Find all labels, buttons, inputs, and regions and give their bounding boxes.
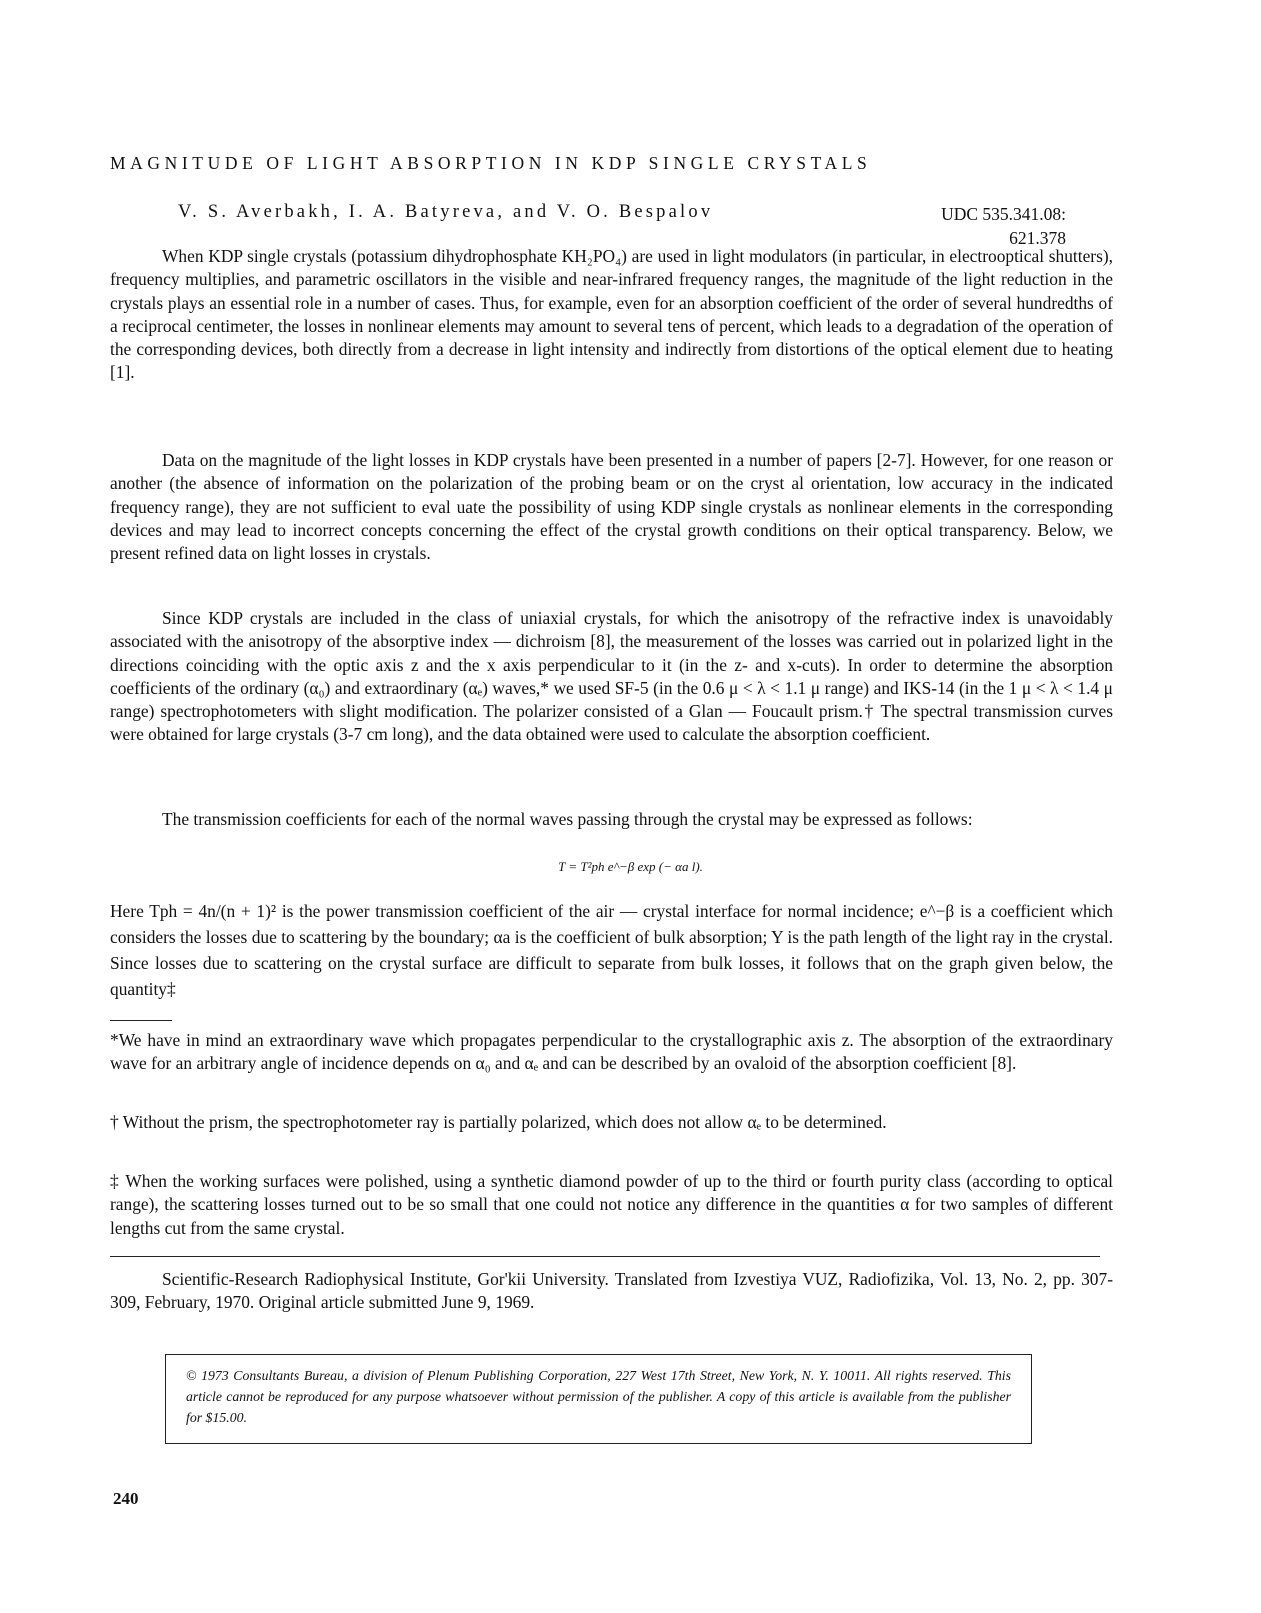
affiliation-note: Scientific-Research Radiophysical Institute, Gor'kii University. Translated from Izvestiya VUZ, Radiofizika, Vol. 13, No. 2, pp. 307-309, February, 1970. Original article submitted June 9, 1969.: [110, 1269, 1113, 1313]
body-paragraph-4: The transmission coefficients for each of the normal waves passing through the crystal may be expressed as follows:: [162, 809, 973, 829]
udc-code: [866, 202, 1066, 250]
body-paragraph-5: Here Tph = 4n/(n + 1)² is the power transmission coefficient of the air — crystal interface for normal incidence; e^−β is a coefficient which considers the losses due to scattering by the boundary; αa is the coefficient of bulk absorption; Y is the path length of the light ray in the crystal. Since losses due to scattering on the crystal surface are difficult to separate from bulk losses, it follows that on the graph given below, the quantity‡: [110, 901, 1113, 999]
section-separator: [110, 1256, 1100, 1257]
transmission-formula: T = T²ph e^−β exp (− αa l).: [558, 859, 703, 874]
footnote-rule: [110, 1020, 172, 1021]
body-paragraph-3: Since KDP crystals are included in the class of uniaxial crystals, for which the anisotropy of the refractive index is unavoidably associated with the anisotropy of the absorptive index — dichroism [8], the measurement of the losses was carried out in polarized light in the directions coinciding with the optic axis z and the x axis perpendicular to it (in the z- and x-cuts). In order to determine the absorption coefficients of the ordinary (α₀) and extraordinary (αₑ) waves,* we used SF-5 (in the 0.6 μ < λ < 1.1 μ range) and IKS-14 (in the 1 μ < λ < 1.4 μ range) spectrophotometers with slight modification. The polarizer consisted of a Glan — Foucault prism.† The spectral transmission curves were obtained for large crystals (3-7 cm long), and the data obtained were used to calculate the absorption coefficient.: [110, 608, 1113, 745]
body-paragraph-1: When KDP single crystals (potassium dihydrophosphate KH₂PO₄) are used in light modulators (in particular, in electrooptical shutters), frequency multiplies, and parametric oscillators in the visible and near-infrared frequency ranges, the magnitude of the light reduction in the crystals plays an essential role in a number of cases. Thus, for example, even for an absorption coefficient of the order of several hundredths of a reciprocal centimeter, the losses in nonlinear elements may amount to several tens of percent, which leads to a degradation of the operation of the corresponding devices, both directly from a decrease in light intensity and indirectly from distortions of the optical element due to heating [1].: [110, 246, 1113, 383]
copyright-box: [165, 1354, 1032, 1444]
udc-line-2: 621.378: [1009, 228, 1066, 248]
author-list: V. S. Averbakh, I. A. Batyreva, and V. O. Bespalov: [178, 202, 714, 222]
udc-line-1: UDC 535.341.08:: [941, 204, 1066, 224]
page-number: 240: [113, 1489, 139, 1508]
footnote-dagger: † Without the prism, the spectrophotometer ray is partially polarized, which does not allow αₑ to be determined.: [110, 1112, 887, 1132]
copyright-text: © 1973 Consultants Bureau, a division of Plenum Publishing Corporation, 227 West 17th Street, New York, N. Y. 10011. All rights reserved. This article cannot be reproduced for any purpose whatsoever without permission of the publisher. A copy of this article is available from the publisher for $15.00.: [186, 1368, 1011, 1425]
footnote-double-dagger: ‡ When the working surfaces were polished, using a synthetic diamond powder of up to the third or fourth purity class (according to optical range), the scattering losses turned out to be so small that one could not notice any difference in the quantities α for two samples of different lengths cut from the same crystal.: [110, 1171, 1113, 1238]
article-title: MAGNITUDE OF LIGHT ABSORPTION IN KDP SINGLE CRYSTALS: [110, 153, 872, 173]
body-paragraph-2: Data on the magnitude of the light losses in KDP crystals have been presented in a number of papers [2-7]. However, for one reason or another (the absence of information on the polarization of the probing beam or on the cryst al orientation, low accuracy in the indicated frequency range), they are not sufficient to eval uate the possibility of using KDP single crystals as nonlinear elements in the corresponding devices and may lead to incorrect concepts concerning the effect of the crystal growth conditions on their optical transparency. Below, we present refined data on light losses in crystals.: [110, 450, 1113, 564]
footnote-asterisk: *We have in mind an extraordinary wave which propagates perpendicular to the crystallographic axis z. The absorption of the extraordinary wave for an arbitrary angle of incidence depends on α₀ and αₑ and can be described by an ovaloid of the absorption coefficient [8].: [110, 1030, 1113, 1074]
